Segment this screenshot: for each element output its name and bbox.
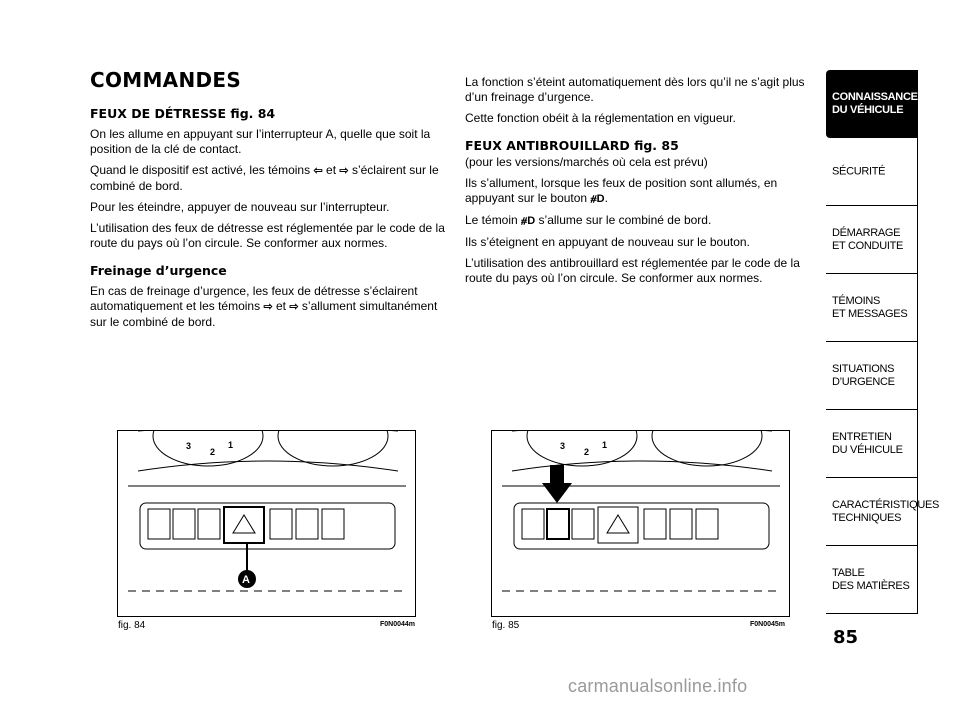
fog-paragraph-4: L’utilisation des antibrouillard est réglementée par le code de la route du pays où l’on circule. Se conformer aux normes. bbox=[465, 256, 800, 285]
turn-right-icon: ⇨ bbox=[339, 165, 349, 177]
tab-demarrage[interactable]: DÉMARRAGE ET CONDUITE bbox=[826, 206, 918, 274]
tab-situations[interactable]: SITUATIONS D’URGENCE bbox=[826, 342, 918, 410]
callout-a-label: A bbox=[242, 574, 250, 586]
fog-paragraph-2: Le témoin ⧣D s’allume sur le combiné de bord. bbox=[465, 213, 712, 227]
emergency-braking-paragraph: En cas de freinage d’urgence, les feux de détresse s’éclairent automatiquement et les témoins ⇨ et ⇨ s’allument simultanément sur le combiné de bord. bbox=[90, 284, 438, 329]
hazard-paragraph-3: Pour les éteindre, appuyer de nouveau sur l’interrupteur. bbox=[90, 200, 390, 214]
turn-right-icon: ⇨ bbox=[263, 301, 273, 313]
pointer-arrow-icon bbox=[542, 465, 572, 503]
figure-84-caption: fig. 84 bbox=[118, 620, 146, 631]
tab-caracteristiques[interactable]: CARACTÉRISTIQUES TECHNIQUES bbox=[826, 478, 918, 546]
figure-85-caption: fig. 85 bbox=[492, 620, 520, 631]
figure-85-code: F0N0045m bbox=[750, 621, 786, 628]
regulation-paragraph: Cette fonction obéit à la réglementation en vigueur. bbox=[465, 111, 736, 125]
section-hazard-title: FEUX DE DÉTRESSE fig. 84 bbox=[90, 106, 276, 121]
gauge-number: 2 bbox=[584, 447, 590, 457]
right-column bbox=[465, 75, 815, 292]
hazard-paragraph-1: On les allume en appuyant sur l’interrupteur A, quelle que soit la position de la clé de contact. bbox=[90, 127, 431, 156]
dashboard-illustration bbox=[492, 431, 789, 616]
left-column bbox=[90, 68, 445, 336]
gauge-number: 1 bbox=[228, 440, 234, 450]
emergency-paragraph-cont: La fonction s’éteint automatiquement dès lors qu’il ne s’agit plus d’un freinage d’urgence. bbox=[465, 75, 805, 104]
tab-securite[interactable]: SÉCURITÉ bbox=[826, 138, 918, 206]
gauge-number: 3 bbox=[186, 441, 192, 451]
fog-paragraph-3: Ils s’éteignent en appuyant de nouveau sur le bouton. bbox=[465, 235, 750, 249]
section-fog-title: FEUX ANTIBROUILLARD fig. 85 bbox=[465, 138, 679, 153]
fog-paragraph-1: Ils s’allument, lorsque les feux de position sont allumés, en appuyant sur le bouton ⧣D. bbox=[465, 176, 778, 205]
tab-table[interactable]: TABLE DES MATIÈRES bbox=[826, 546, 918, 614]
page-number: 85 bbox=[833, 627, 859, 648]
tab-connaissance[interactable]: CONNAISSANCE DU VÉHICULE bbox=[826, 70, 918, 138]
section-emergency-braking-title: Freinage d’urgence bbox=[90, 263, 227, 278]
gauge-number: 1 bbox=[602, 440, 608, 450]
tab-temoins[interactable]: TÉMOINS ET MESSAGES bbox=[826, 274, 918, 342]
fog-availability: (pour les versions/marchés où cela est prévu) bbox=[465, 155, 708, 169]
figure-84 bbox=[117, 430, 416, 617]
tab-entretien[interactable]: ENTRETIEN DU VÉHICULE bbox=[826, 410, 918, 478]
gauge-number: 2 bbox=[210, 447, 216, 457]
turn-left-icon: ⇦ bbox=[313, 165, 323, 177]
hazard-paragraph-4: L’utilisation des feux de détresse est réglementée par le code de la route du pays où l’on circule. Se conformer aux normes. bbox=[90, 221, 445, 250]
fog-light-icon: ⧣D bbox=[521, 215, 536, 227]
dashboard-illustration bbox=[118, 431, 415, 616]
figure-85 bbox=[491, 430, 790, 617]
figure-84-code: F0N0044m bbox=[380, 621, 416, 628]
fog-light-icon: ⧣D bbox=[590, 193, 605, 205]
gauge-number: 3 bbox=[560, 441, 566, 451]
chapter-sidebar bbox=[826, 70, 940, 614]
page-title: COMMANDES bbox=[90, 68, 242, 92]
watermark: carmanualsonline.info bbox=[568, 676, 748, 696]
hazard-paragraph-2: Quand le dispositif est activé, les témoins ⇦ et ⇨ s’éclairent sur le combiné de bord. bbox=[90, 163, 439, 193]
turn-right-icon: ⇨ bbox=[289, 301, 299, 313]
